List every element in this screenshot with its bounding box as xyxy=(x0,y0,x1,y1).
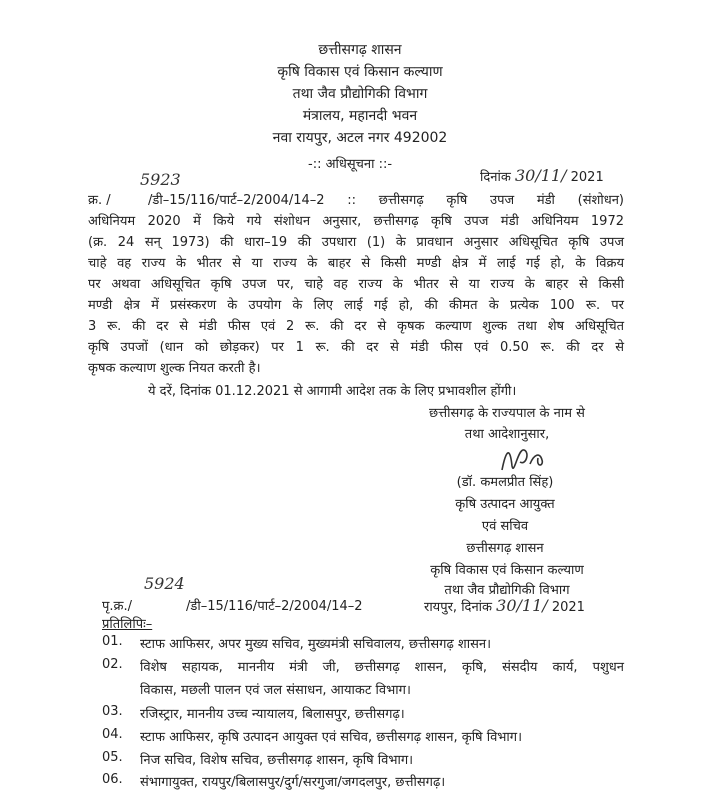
signatory-designation: एवं सचिव xyxy=(481,519,529,534)
signatory-designation: कृषि विकास एवं किसान कल्याण xyxy=(430,563,584,578)
signatory-name: (डॉ. कमलप्रीत सिंह) xyxy=(456,475,554,490)
body-line: मण्डी क्षेत्र में प्रसंस्करण के उपयोग के लिए लाई गई हो, की कीमत के प्रत्येक 100 रू. पर xyxy=(88,298,624,313)
header-address: नवा रायपुर, अटल नगर 492002 xyxy=(272,130,448,146)
copy-item-text: विकास, मछली पालन एवं जल संसाधन, आयाकट विभाग। xyxy=(140,683,411,698)
body-line: कृषक कल्याण शुल्क नियत करती है। xyxy=(88,361,261,376)
copy-number: 5924 xyxy=(144,574,185,593)
body-line: /डी–15/116/पार्ट–2/2004/14–2 :: छत्तीसगढ़ कृषि उपज मंडी (संशोधन) xyxy=(148,193,624,208)
copy-item-text: स्टाफ आफिसर, कृषि उत्पादन आयुक्त एवं सचिव, छत्तीसगढ़ शासन, कृषि विभाग। xyxy=(140,730,523,745)
copy-list-title: प्रतिलिपिः– xyxy=(102,617,153,632)
document-title: -:: अधिसूचना ::- xyxy=(308,157,393,172)
copy-item-text: संभागायुक्त, रायपुर/बिलासपुर/दुर्ग/सरगुजा/जगदलपुर, छत्तीसगढ़। xyxy=(140,775,446,790)
body-line: अधिनियम 2020 में किये गये संशोधन अनुसार, छत्तीसगढ़ कृषि उपज मंडी अधिनियम 1972 xyxy=(88,214,624,229)
signatory-designation: छत्तीसगढ़ शासन xyxy=(466,541,544,556)
copy-ref-prefix: पृ.क्र./ xyxy=(102,599,133,614)
body-line: कृषि उपजों (धान को छोड़कर) पर 1 रू. की दर से मंडी फीस एवं 0.50 रू. की दर से xyxy=(88,340,624,355)
copy-date-year: 2021 xyxy=(551,600,585,615)
signature-scribble xyxy=(496,440,556,476)
copy-item-text: निज सचिव, विशेष सचिव, छत्तीसगढ़ शासन, कृषि विभाग। xyxy=(140,753,414,768)
body-line: (क्र. 24 सन् 1973) की धारा–19 की उपधारा (1) के प्रावधान अनुसार अधिसूचित कृषि उपज xyxy=(88,235,624,250)
body-line: 3 रू. की दर से मंडी फीस एवं 2 रू. की दर से कृषक कल्याण शुल्क तथा शेष अधिसूचित xyxy=(88,319,624,334)
header-building: मंत्रालय, महानदी भवन xyxy=(302,108,418,124)
body-line: पर अथवा अधिसूचित कृषि उपज पर, चाहे वह राज्य के भीतर से या राज्य के बाहर से किसी xyxy=(88,277,624,292)
header-department-2: तथा जैव प्रौद्योगिकी विभाग xyxy=(292,86,428,102)
ref-prefix: क्र. / xyxy=(88,193,111,208)
effective-date-line: ये दरें, दिनांक 01.12.2021 से आगामी आदेश तक के लिए प्रभावशील होंगी। xyxy=(148,384,517,399)
signatory-designation: तथा जैव प्रौद्योगिकी विभाग xyxy=(444,583,570,598)
copy-place-date-label: रायपुर, दिनांक xyxy=(424,600,493,615)
date-label: दिनांक xyxy=(480,170,511,185)
copy-item-number: 06. xyxy=(102,772,123,787)
order-line-2: तथा आदेशानुसार, xyxy=(464,427,550,442)
copy-item-number: 02. xyxy=(102,657,123,672)
notification-number: 5923 xyxy=(140,170,181,189)
copy-item-number: 05. xyxy=(102,750,123,765)
copy-item-number: 01. xyxy=(102,634,123,649)
date-handwritten: 30/11/ xyxy=(514,166,567,185)
header-govt: छत्तीसगढ़ शासन xyxy=(318,42,402,58)
copy-item-text: विशेष सहायक, माननीय मंत्री जी, छत्तीसगढ़ शासन, कृषि, संसदीय कार्य, पशुधन xyxy=(140,660,624,675)
body-line: चाहे वह राज्य के भीतर से या राज्य के बाहर से किसी मण्डी क्षेत्र में लाई गई हो, के विक्रय xyxy=(88,256,624,271)
copy-item-text: स्टाफ आफिसर, अपर मुख्य सचिव, मुख्यमंत्री सचिवालय, छत्तीसगढ़ शासन। xyxy=(140,637,492,652)
signatory-designation: कृषि उत्पादन आयुक्त xyxy=(455,497,555,512)
copy-ref-code: /डी–15/116/पार्ट–2/2004/14–2 xyxy=(186,599,363,614)
copy-item-text: रजिस्ट्रार, माननीय उच्च न्यायालय, बिलासपुर, छत्तीसगढ़। xyxy=(140,707,405,722)
copy-item-number: 04. xyxy=(102,727,123,742)
copy-item-number: 03. xyxy=(102,704,123,719)
copy-date-handwritten: 30/11/ xyxy=(496,596,548,615)
header-department: कृषि विकास एवं किसान कल्याण xyxy=(277,64,443,80)
date-year: 2021 xyxy=(570,170,604,185)
order-line-1: छत्तीसगढ़ के राज्यपाल के नाम से xyxy=(429,406,585,421)
